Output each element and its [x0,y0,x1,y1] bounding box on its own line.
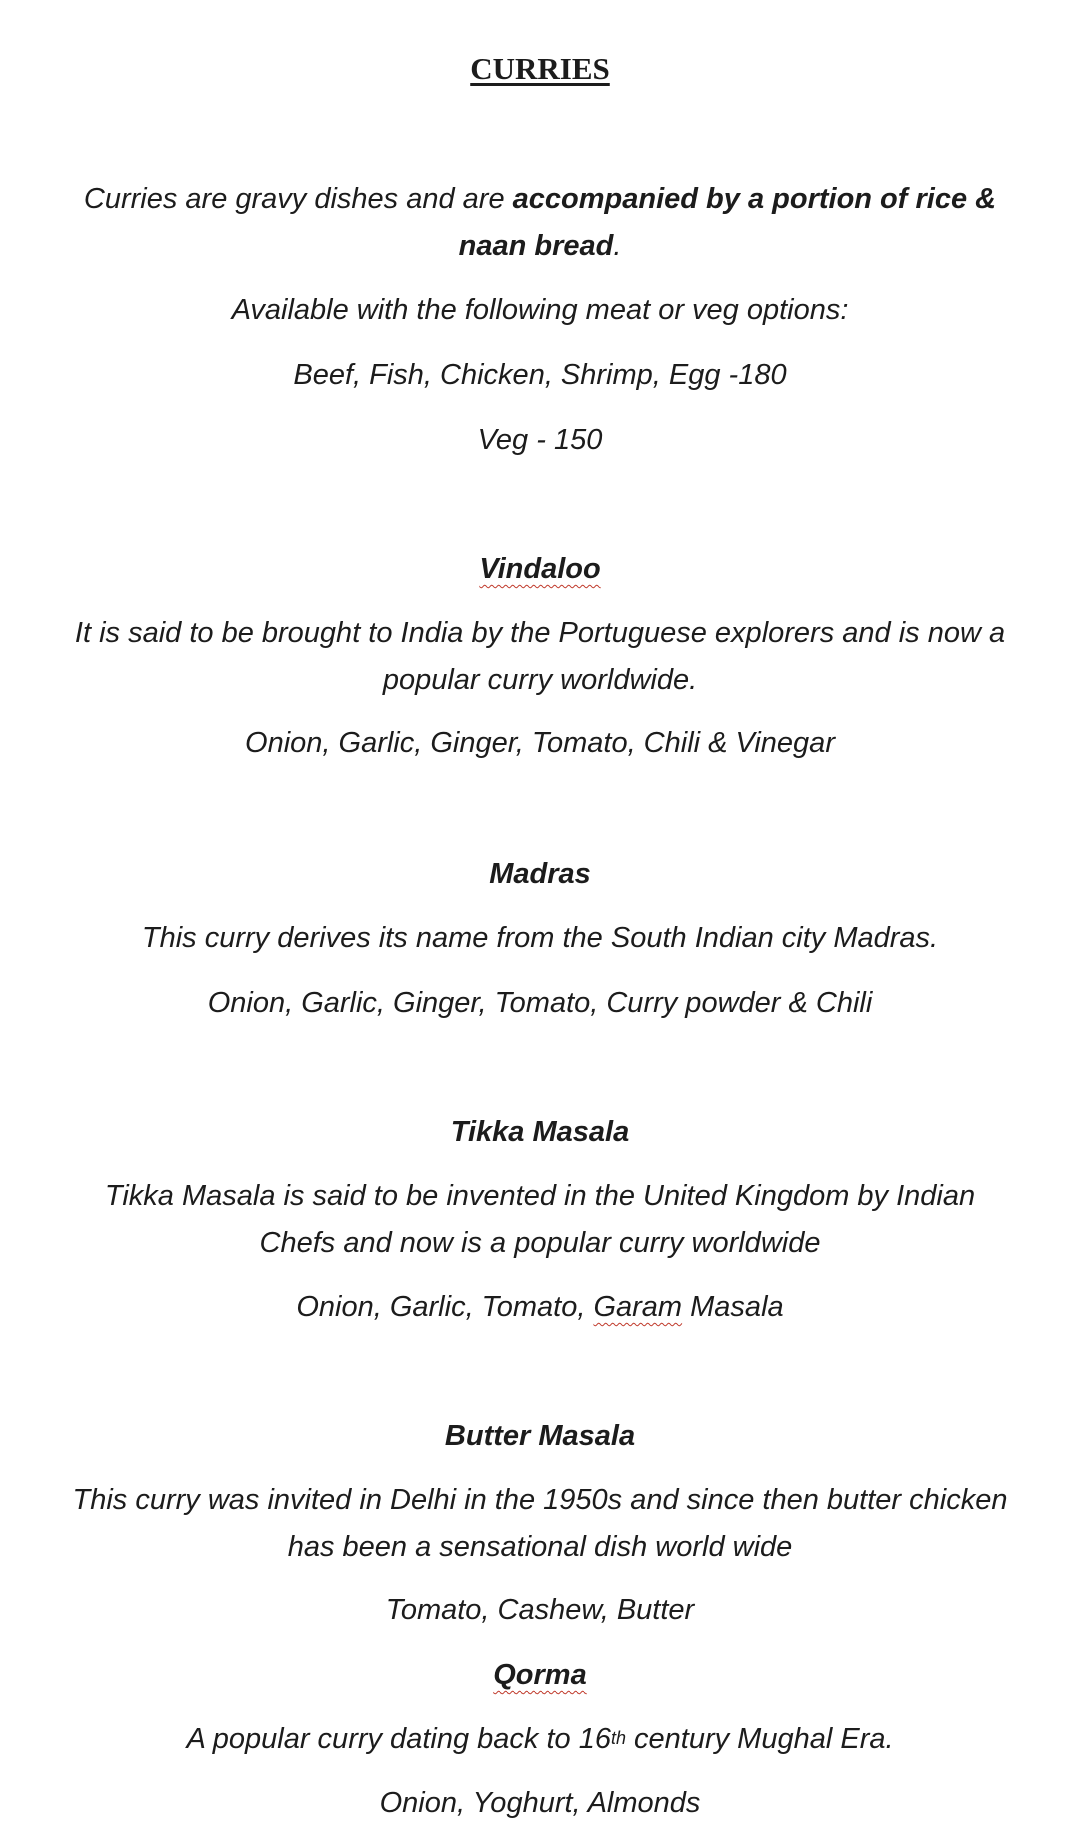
dish-name: Vindaloo [479,553,601,585]
misspelled-word: Garam [593,1291,683,1323]
dish-description [0,1716,1080,1762]
meat-price-line: Beef, Fish, Chicken, Shrimp, Egg -180 [293,359,787,391]
intro-bold-text: naan bread [458,230,614,262]
dish-name: Madras [489,858,591,890]
dish-description: popular curry worldwide. [382,664,698,696]
dish-ingredients [0,1284,1080,1330]
dish-description: Chefs and now is a popular curry worldwide [259,1227,821,1259]
dish-heading [0,546,1080,592]
dish-name: Tikka Masala [450,1116,630,1148]
dish-description: Tikka Masala is said to be invented in the United Kingdom by Indian [104,1180,976,1212]
veg-price-line: Veg - 150 [477,424,603,456]
dish-description: has been a sensational dish world wide [287,1531,793,1563]
ingredients-text: Onion, Garlic, Tomato, [296,1291,594,1323]
dish-name: Qorma [493,1659,587,1691]
page-title: CURRIES [470,51,610,86]
dish-description: It is said to be brought to India by the Portuguese explorers and is now a [74,617,1006,649]
intro-line-1 [0,176,1080,222]
intro-bold-text: accompanied by a portion of rice & [512,183,997,215]
ingredients-text: Masala [682,1291,784,1323]
dish-ingredients: Onion, Yoghurt, Almonds [379,1787,701,1819]
ordinal-suffix: th [610,1728,626,1748]
dish-heading [0,1652,1080,1698]
description-text: century Mughal Era. [625,1723,894,1755]
dish-description: This curry was invited in Delhi in the 1950s and since then butter chicken [72,1484,1008,1516]
dish-description: This curry derives its name from the South Indian city Madras. [141,922,939,954]
options-label: Available with the following meat or veg options: [231,294,849,326]
dish-ingredients: Onion, Garlic, Ginger, Tomato, Chili & Vinegar [245,727,835,759]
dish-ingredients: Tomato, Cashew, Butter [385,1594,695,1626]
intro-text: . [613,230,622,262]
intro-line-2 [0,223,1080,269]
dish-ingredients: Onion, Garlic, Ginger, Tomato, Curry powder & Chili [207,987,873,1019]
dish-name: Butter Masala [444,1420,636,1452]
description-text: A popular curry dating back to 16 [186,1723,611,1755]
intro-text: Curries are gravy dishes and are [83,183,513,215]
